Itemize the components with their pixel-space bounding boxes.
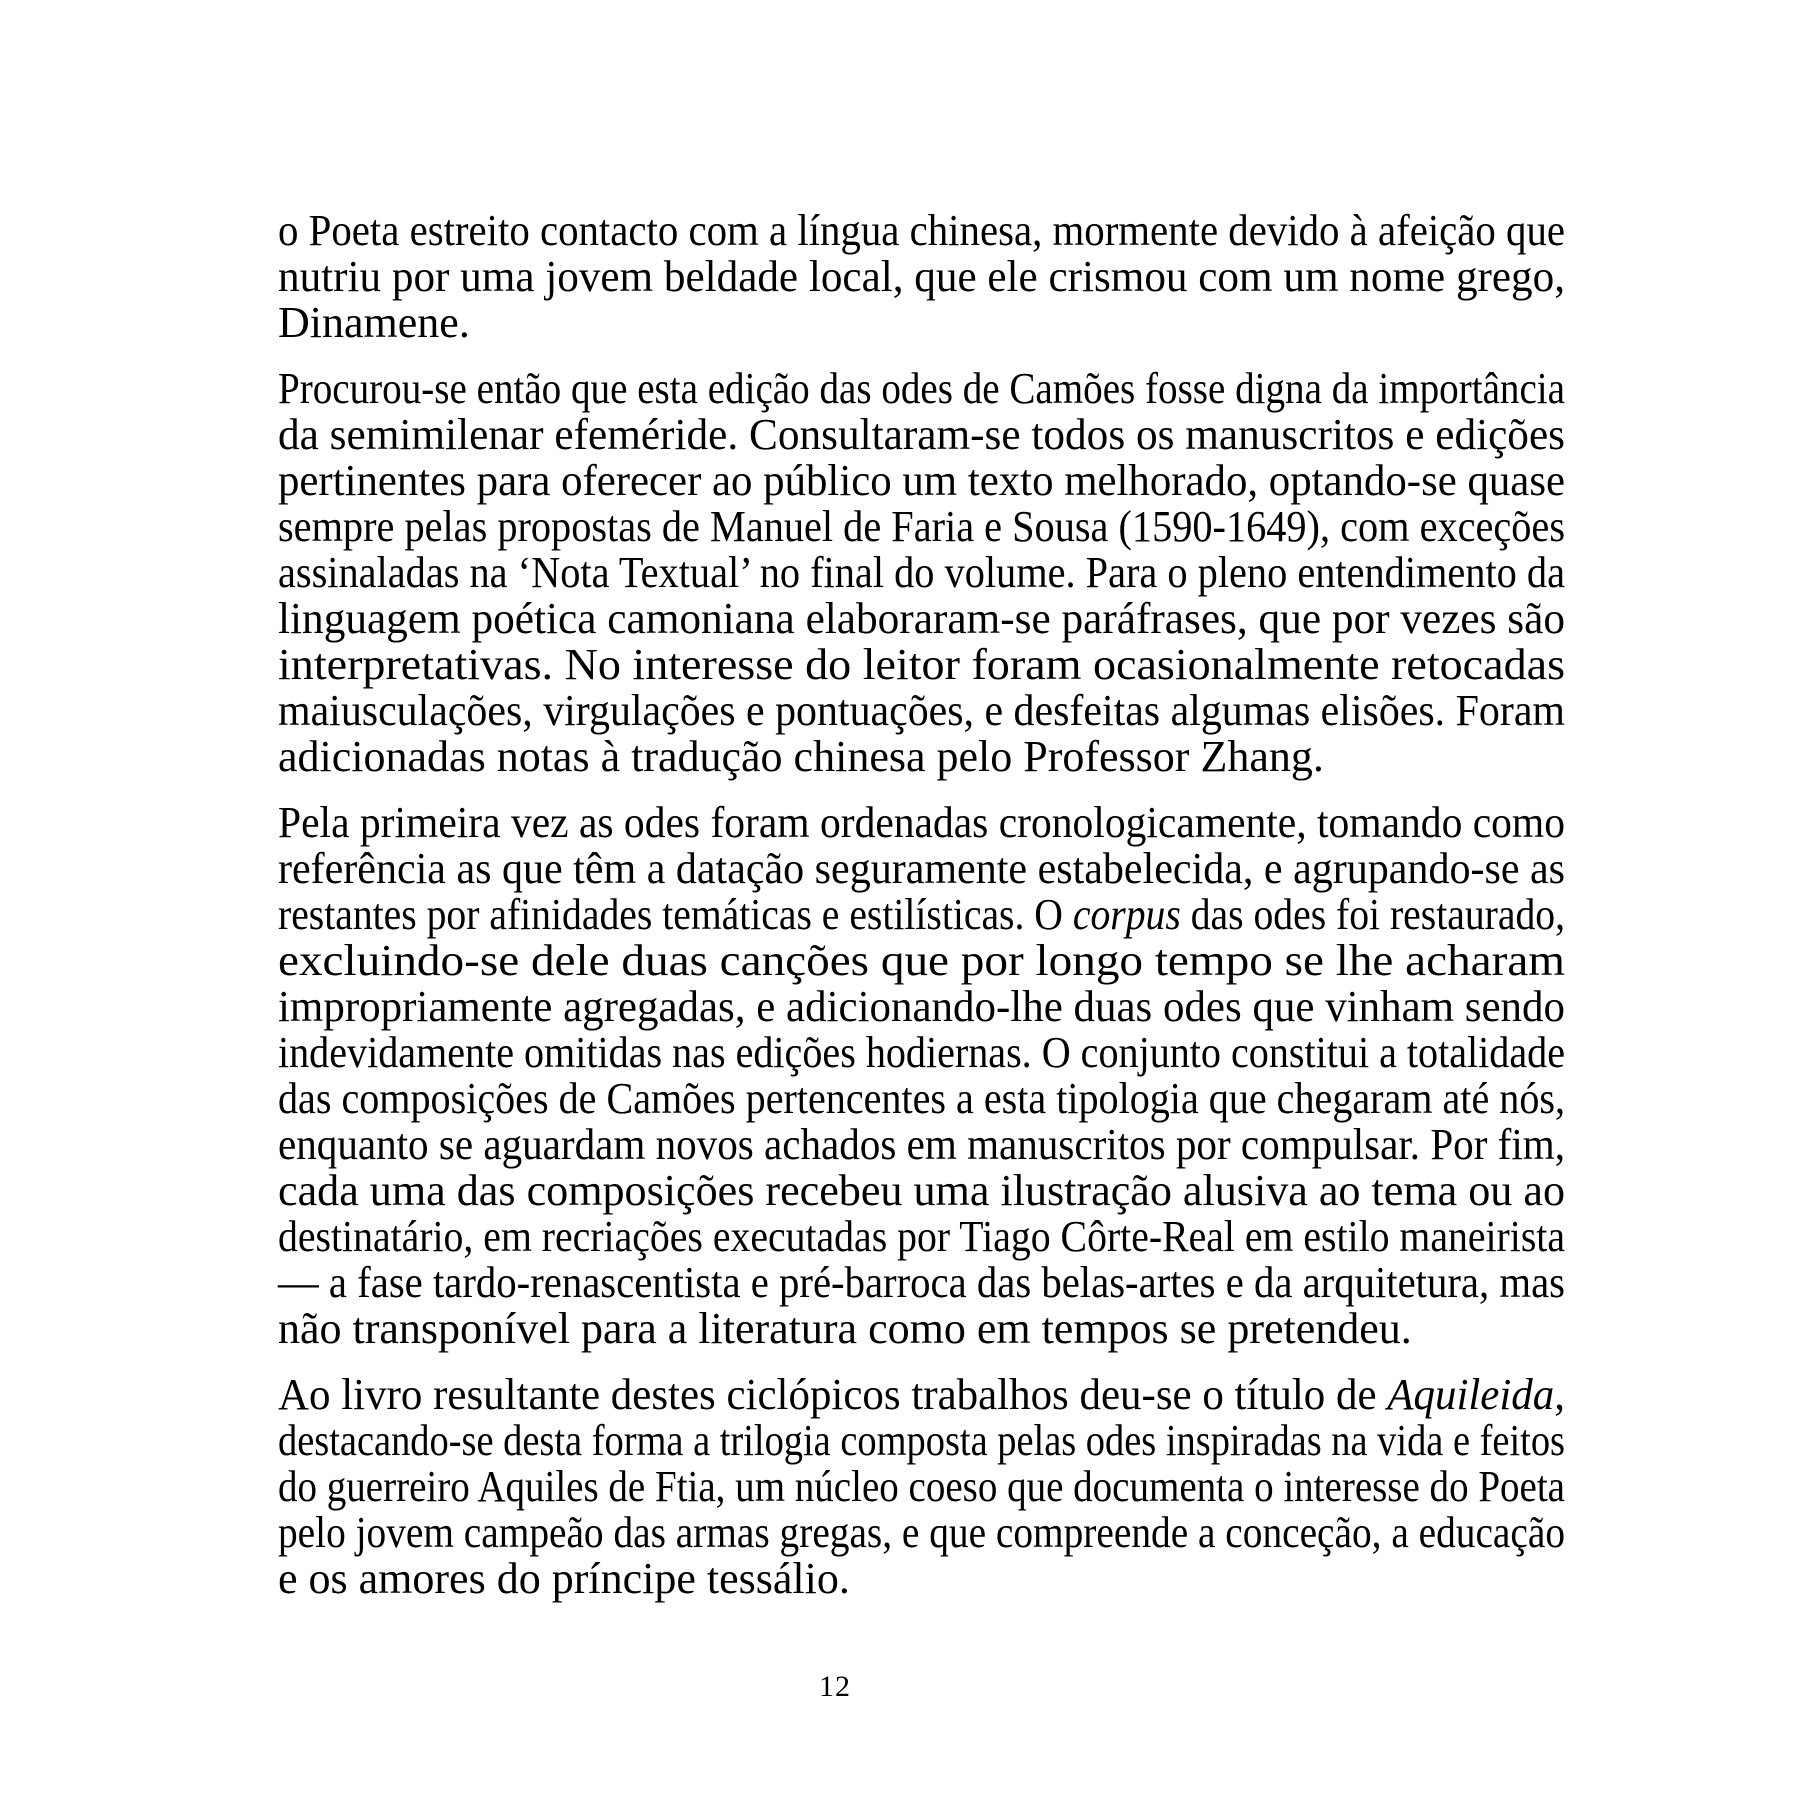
text-line: da semimilenar efeméride. Consultaram-se todos os manuscritos e edições xyxy=(278,410,1565,459)
text-line: destinatário, em recriações executadas por Tiago Côrte-Real em estilo maneirista xyxy=(278,1212,1565,1261)
text-line: Procurou-se então que esta edição das odes de Camões fosse digna da importância xyxy=(278,364,1565,413)
text-line: enquanto se aguardam novos achados em manuscritos por compulsar. Por fim, xyxy=(278,1120,1565,1169)
text-line: linguagem poética camoniana elaboraram-se paráfrases, que por vezes são xyxy=(278,594,1565,643)
text-line: não transponível para a literatura como em tempos se pretendeu. xyxy=(278,1304,1412,1353)
text-line: adicionadas notas à tradução chinesa pelo Professor Zhang. xyxy=(278,732,1324,781)
text-line: nutriu por uma jovem beldade local, que ele crismou com um nome grego, xyxy=(278,252,1565,301)
text-line: Ao livro resultante destes ciclópicos trabalhos deu-se o título de Aquileida, xyxy=(278,1370,1565,1419)
text-line: maiusculações, virgulações e pontuações, e desfeitas algumas elisões. Foram xyxy=(278,686,1565,735)
text-line: pelo jovem campeão das armas gregas, e que compreende a conceção, a educação xyxy=(278,1508,1565,1557)
text-line: destacando-se desta forma a trilogia composta pelas odes inspiradas na vida e feitos xyxy=(278,1416,1565,1465)
text-line: impropriamente agregadas, e adicionando-lhe duas odes que vinham sendo xyxy=(278,982,1565,1031)
text-line: indevidamente omitidas nas edições hodiernas. O conjunto constitui a totalidade xyxy=(278,1028,1565,1077)
text-line: pertinentes para oferecer ao público um texto melhorado, optando-se quase xyxy=(278,456,1565,505)
text-line: e os amores do príncipe tessálio. xyxy=(278,1554,850,1603)
paragraph xyxy=(278,1372,1565,1602)
text-block xyxy=(278,208,1565,1602)
text-line: das composições de Camões pertencentes a esta tipologia que chegaram até nós, xyxy=(278,1074,1565,1123)
page-number: 12 xyxy=(819,1670,851,1703)
text-line: sempre pelas propostas de Manuel de Faria e Sousa (1590-1649), com exceções xyxy=(278,502,1565,551)
text-line: excluindo-se dele duas canções que por longo tempo se lhe acharam xyxy=(278,936,1565,985)
paragraph xyxy=(278,366,1565,780)
text-line: — a fase tardo-renascentista e pré-barroca das belas-artes e da arquitetura, mas xyxy=(278,1258,1565,1307)
text-line: interpretativas. No interesse do leitor foram ocasionalmente retocadas xyxy=(278,640,1565,689)
text-line: restantes por afinidades temáticas e estilísticas. O corpus das odes foi restaurado, xyxy=(278,890,1565,939)
paragraph xyxy=(278,208,1565,346)
paragraph xyxy=(278,800,1565,1352)
text-line: cada uma das composições recebeu uma ilustração alusiva ao tema ou ao xyxy=(278,1166,1565,1215)
text-line: o Poeta estreito contacto com a língua chinesa, mormente devido à afeição que xyxy=(278,206,1565,255)
text-line: referência as que têm a datação seguramente estabelecida, e agrupando-se as xyxy=(278,844,1565,893)
text-line: Dinamene. xyxy=(278,298,470,347)
text-line: Pela primeira vez as odes foram ordenadas cronologicamente, tomando como xyxy=(278,798,1565,847)
text-line: assinaladas na ‘Nota Textual’ no final do volume. Para o pleno entendimento da xyxy=(278,548,1565,597)
text-line: do guerreiro Aquiles de Ftia, um núcleo coeso que documenta o interesse do Poeta xyxy=(278,1462,1565,1511)
